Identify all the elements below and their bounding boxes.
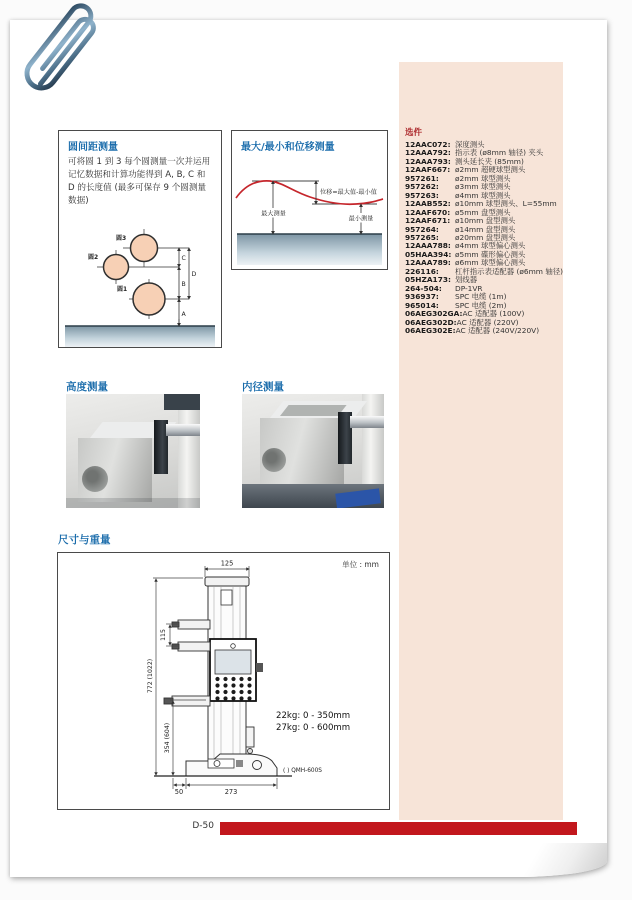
option-description: ø10mm 盘型测头 [455,216,516,226]
height-measure-caption: 高度测量 [66,381,108,393]
display-unit [210,639,263,701]
option-code: 05HAA394: [405,249,452,259]
circle-box-title: 圆间距测量 [68,142,118,153]
option-description: SPC 电缆 (2m) [455,300,507,310]
option-code: 06AEG302E: [405,325,456,335]
option-description: 杠杆指示表适配器 (ø6mm 轴径) [455,266,563,276]
option-code: 12AAF671: [405,216,451,226]
page-number: D-50 [192,821,214,831]
maxmin-box [231,130,388,270]
circle-distance-diagram [59,227,221,349]
option-code: 12AAA789: [405,258,451,268]
option-description: 测头延长夹 (85mm) [455,156,524,166]
unit-label: 单位 : mm [342,560,379,569]
option-code: 957261: [405,173,439,183]
option-description: 划线器 [455,275,478,285]
option-code: 12AAA788: [405,241,451,251]
gauge-column-strip [178,394,200,508]
option-description: ø6mm 球型偏心测头 [455,258,526,268]
lcd-screen [215,650,251,674]
option-description: AC 适配器 (220V) [456,317,519,327]
option-description: ø2mm 球型测头 [455,173,511,183]
option-code: 12AAA792: [405,148,451,158]
max-label: 最大测量 [261,210,286,218]
option-code: 965014: [405,300,439,310]
dimensions-title: 尺寸与重量 [58,534,111,546]
svg-text:圆3: 圆3 [116,235,127,242]
svg-text:125: 125 [220,559,234,568]
svg-text:A: A [181,311,186,318]
weight-line-2: 27kg: 0 - 600mm [276,722,351,733]
dimensions-box [57,552,390,810]
min-label: 最小测量 [348,215,374,223]
circle-1 [133,283,165,315]
option-code: 06AEG302D: [405,317,457,327]
svg-text:B: B [181,281,186,288]
weight-specs [276,711,350,734]
maxmin-diagram [232,171,387,271]
option-description: ø5mm 碟形偏心测头 [455,249,526,259]
circle-3 [131,235,158,262]
options-list [405,141,575,335]
parentheses-note: ( ) QMH-600S [283,768,322,774]
option-code: 12AAF670: [405,207,451,217]
option-code: 12AAF667: [405,165,451,175]
option-code: 957262: [405,182,439,192]
gauge-body-corner [164,394,200,410]
inner-diameter-photo [242,394,384,508]
option-code: 06AEG302GA: [405,309,463,319]
probe-arm [166,424,200,436]
weight-line-1: 22kg: 0 - 350mm [276,711,351,721]
option-description: AC 适配器 (240V/220V) [455,325,540,335]
option-description: AC 适配器 (100V) [462,309,525,319]
option-code: 12AAC072: [405,140,451,149]
svg-text:115: 115 [160,629,167,641]
option-description: ø3mm 球型测头 [455,182,511,192]
option-code: 12AAB552: [405,199,451,209]
option-description: ø14mm 盘型测头 [455,224,516,234]
svg-text:273: 273 [224,788,238,796]
displacement-formula: 位移=最大值-最小值 [320,189,377,196]
option-code: 957265: [405,232,439,242]
option-description: 深度测头 [455,140,485,149]
gauge-base [186,754,277,776]
inner-diameter-caption: 内径测量 [242,381,284,393]
workpiece-hole [262,448,286,472]
option-description: ø2mm 超硬球型测头 [455,165,526,175]
option-item [405,327,575,335]
option-description: 指示表 (ø8mm 轴径) 夹头 [455,148,544,158]
option-description: ø10mm 球型测头、L=55mm [455,199,557,209]
bore-opening [280,405,347,416]
workpiece-hole [82,466,108,492]
svg-text:50: 50 [174,788,184,796]
option-description: ø5mm 盘型测头 [455,207,511,217]
option-description: ø20mm 盘型测头 [455,232,516,242]
height-measure-photo [66,394,200,508]
option-code: 264-504: [405,283,442,293]
ground-surface [65,326,215,347]
option-code: 05HZA173: [405,275,451,285]
options-title: 选件 [405,128,423,138]
option-code: 957264: [405,224,439,234]
option-code: 226116: [405,266,439,276]
svg-text:C: C [181,255,186,262]
svg-text:圆2: 圆2 [88,254,99,261]
svg-text:D: D [191,271,197,278]
circle-box-body: 可将圆 1 到 3 每个圆测量一次并运用记忆数据和计算功能得到 A, B, C 和 D 的长度值 (最多可保存 9 个圆测量数据) [68,157,211,206]
height-gauge-drawing [58,553,389,809]
circle-distance-box [58,130,222,348]
feed-handle [246,727,254,747]
photo-floor-shadow [66,498,200,508]
option-description: DP-1VR [455,283,483,293]
footer-red-bar [220,822,577,835]
ground-surface [237,234,382,265]
probe-arm [350,416,384,428]
svg-text:772 (1022): 772 (1022) [147,658,154,694]
maxmin-box-title: 最大/最小和位移测量 [241,142,335,153]
measured-circles [104,235,166,316]
circle-2 [104,255,129,280]
option-code: 12AAA793: [405,156,451,166]
option-description: SPC 电缆 (1m) [455,292,507,302]
option-code: 936937: [405,292,439,302]
svg-text:354 (604): 354 (604) [164,722,171,754]
options-section [405,126,575,335]
option-description: ø4mm 球型偏心测头 [455,241,526,251]
svg-text:圆1: 圆1 [117,286,128,293]
option-description: ø4mm 球型测头 [455,190,511,200]
option-code: 957263: [405,190,439,200]
